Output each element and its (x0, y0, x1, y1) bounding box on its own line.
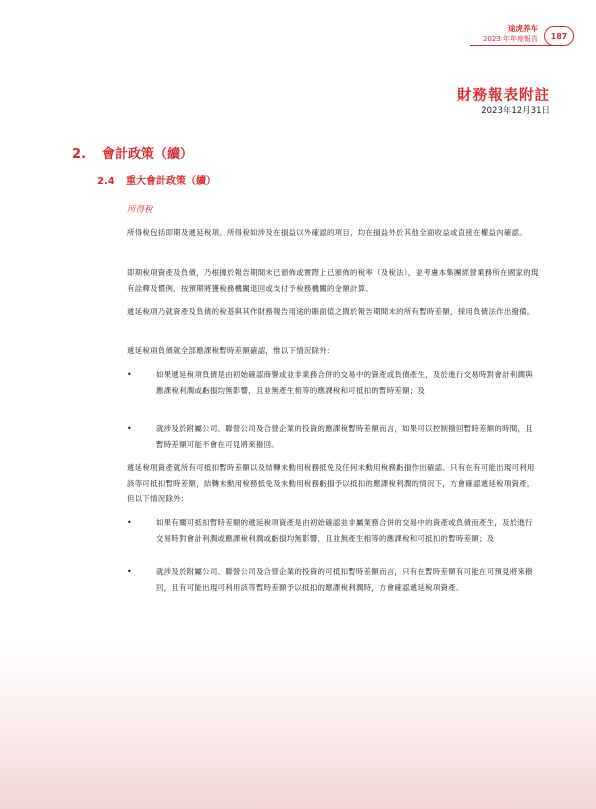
paragraph-current-tax: 即期稅項資產及負債，乃根據於報告期間末已頒佈或實際上已頒佈的稅率（及稅法），並考慮本集團經營業務所在國家的現有詮釋及慣例，按預期將獲稅務機關退回或支付予稅務機關的金額計算。 (127, 268, 539, 293)
list-item (127, 421, 540, 452)
list-item (127, 367, 540, 398)
page-title: 財務報表附註 (457, 88, 550, 104)
bullet-text: 如果有關可抵扣暫時差額的遞延稅項資產是由初始確認並非屬業務合併的交易中的資產或負債而產生，及於進行交易時對會計利潤或應課稅利潤或虧損均無影響，且並無產生相等的應課稅和可抵扣的暫時差額；及 (156, 518, 533, 543)
paragraph-deferred-asset: 遞延稅項資產就所有可抵扣暫時差額以及結轉未動用稅務抵免及任何未動用稅務虧損作出確認。只有在有可能出現可利用該等可抵扣暫時差額，結轉未動用稅務抵免及未動用稅務虧損予以抵扣的應課稅利潤的情況下，方會確認遞延稅項資產，但以下情況除外： (127, 463, 535, 503)
paragraph-deferred-tax: 遞延稅項乃就資產及負債的稅基與其作財務報告用途的賬面值之間於報告期間末的所有暫時差額，採用負債法作出撥備。 (127, 307, 535, 316)
report-name: 2023 年年度報告 (482, 35, 538, 43)
page-date: 2023年12月31日 (481, 106, 550, 116)
subsection-number: 2.4 (97, 176, 115, 187)
topic-heading: 所得稅 (127, 205, 153, 215)
page-number-badge: 187 (544, 26, 574, 46)
list-item (127, 564, 540, 595)
bullet-icon: • (127, 518, 133, 527)
company-name: 途虎养车 (508, 24, 538, 33)
section-heading (72, 143, 193, 162)
bullet-text: 就涉及於附屬公司、聯營公司及合營企業的投資的可抵扣暫時差額而言，只有在暫時差額有可能在可預見將來撥回，且有可能出現可利用該等暫時差額予以抵扣的應課稅利潤時，方會確認遞延稅項資產。 (156, 567, 533, 592)
section-number: 2. (72, 147, 86, 162)
subsection-title: 重大會計政策（續） (126, 176, 216, 187)
header-brand (483, 24, 538, 44)
header-rule (470, 45, 560, 46)
subsection-heading (97, 172, 216, 187)
list-item (127, 515, 540, 546)
background-gradient (0, 640, 596, 809)
bullet-icon: • (127, 424, 133, 433)
paragraph-income-tax: 所得稅包括即期及遞延稅項。所得稅如涉及在損益以外確認的項目，均在損益外於其他全面收益或直接在權益內確認。 (127, 228, 527, 237)
bullet-text: 如果遞延稅項負債是由初始確認商譽或並非業務合併的交易中的資產或負債產生，及於進行交易時對會計利潤與應課稅利潤或虧損均無影響，且並無產生相等的應課稅和可抵扣的暫時差額；及 (156, 370, 533, 395)
section-title: 會計政策（續） (102, 147, 194, 162)
bullet-icon: • (127, 370, 133, 379)
bullet-text: 就涉及於附屬公司、聯營公司及合營企業的投資的應課稅暫時差額而言，如果可以控制撥回暫時差額的時間，且暫時差額可能不會在可見將來撥回。 (156, 424, 533, 449)
bullet-icon: • (127, 567, 133, 576)
paragraph-liability-exceptions: 遞延稅項負債就全部應課稅暫時差額確認，惟以下情況除外： (127, 346, 335, 355)
